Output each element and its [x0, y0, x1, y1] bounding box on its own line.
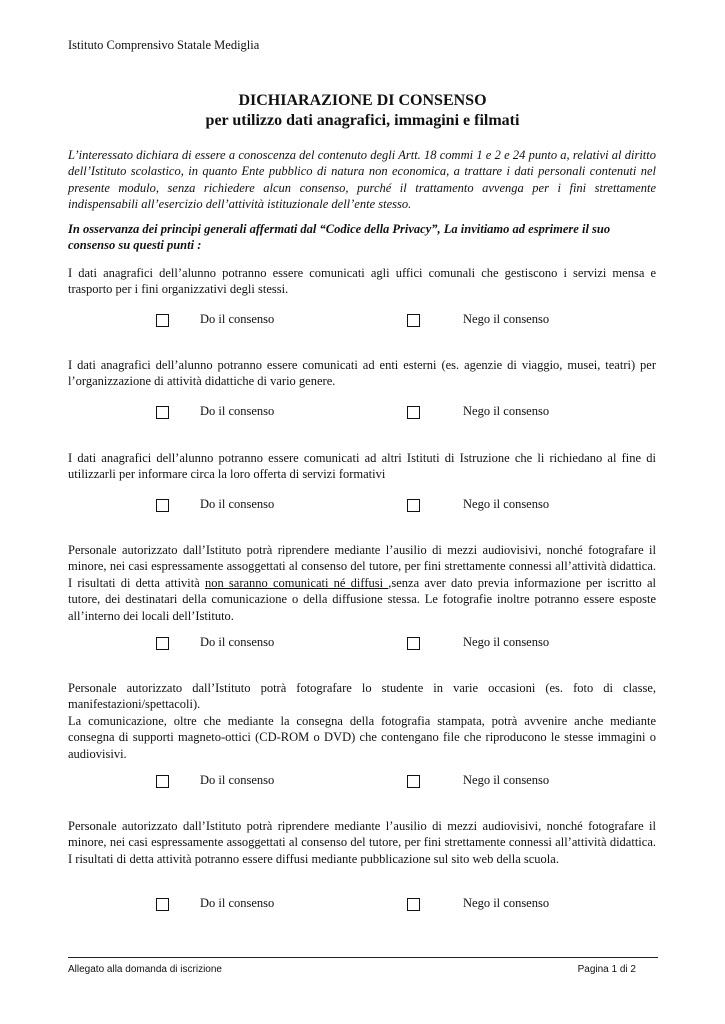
consent-section-3-text: I dati anagrafici dell’alunno potranno essere comunicati ad altri Istituti di Istruzione che li richiedano al fine di utilizzarli per informare circa la loro offerta di servizi formativi [68, 451, 656, 482]
consent-yes-label: Do il consenso [200, 404, 275, 418]
section-4-text-before: Personale autorizzato dall’Istituto potrà riprendere mediante l’ausilio di mezzi audiovisivi, nonché fotografare il minore, nei casi espressamente assoggettati al consenso del tutore, per fini strettamente connessi all’attività didattica. I risultati di detta attività [68, 543, 656, 590]
intro-paragraph: L’interessato dichiara di essere a conoscenza del contenuto degli Artt. 18 commi 1 e 2 e 24 punto a, relativi al diritto dell’Istituto scolastico, in quanto Ente pubblico di natura non economica, a trattare i dati personali contenuti nel presente modulo, senza richiedere alcun consenso, purché il trattamento avvenga per i fini strettamente indispensabili all’esercizio dell’attività istituzionale dell’ente stesso. [68, 148, 656, 212]
consent-yes-label: Do il consenso [200, 312, 275, 326]
consent-yes-label: Do il consenso [200, 773, 275, 787]
consent-no-checkbox[interactable] [407, 898, 420, 911]
consent-section-4-choices [0, 635, 725, 653]
section-4-text-underlined: non saranno comunicati né diffusi [204, 575, 389, 590]
consent-no-checkbox[interactable] [407, 775, 420, 788]
consent-section-4-text [68, 542, 656, 624]
footer-divider [68, 957, 658, 958]
consent-yes-checkbox[interactable] [156, 406, 169, 419]
section-4-text-after: ,senza aver dato previa informazione per iscritto al tutore, dei destinatari della comunicazione o della diffusione stessa. Le fotografie inoltre potranno essere esposte all’interno dei locali dell’Istituto. [68, 575, 657, 623]
consent-section-5-text [68, 680, 656, 762]
page-number: Pagina 1 di 2 [577, 964, 636, 975]
school-name: Istituto Comprensivo Statale Mediglia [68, 38, 260, 52]
consent-section-2-choices [0, 404, 725, 422]
consent-no-checkbox[interactable] [407, 499, 420, 512]
consent-section-6-choices [0, 896, 725, 914]
consent-yes-label: Do il consenso [200, 497, 275, 511]
consent-yes-checkbox[interactable] [156, 775, 169, 788]
consent-yes-label: Do il consenso [200, 635, 275, 649]
consent-section-5-choices [0, 773, 725, 791]
observance-paragraph: In osservanza dei principi generali affermati dal “Codice della Privacy”, La invitiamo ad esprimere il suo consenso su questi punti : [68, 222, 611, 253]
consent-no-checkbox[interactable] [407, 637, 420, 650]
document-subtitle: per utilizzo dati anagrafici, immagini e filmati [205, 112, 520, 129]
consent-no-label: Nego il consenso [463, 635, 550, 649]
consent-section-6-text: Personale autorizzato dall’Istituto potrà riprendere mediante l’ausilio di mezzi audiovisivi, nonché fotografare il minore, nei casi espressamente assoggettati al consenso del tutore, per fini strettamente connessi all’attività didattica. I risultati di detta attività potranno essere diffusi mediante pubblicazione sul sito web della scuola. [68, 819, 656, 866]
consent-no-label: Nego il consenso [463, 404, 550, 418]
consent-yes-checkbox[interactable] [156, 637, 169, 650]
consent-no-label: Nego il consenso [463, 773, 550, 787]
consent-no-checkbox[interactable] [407, 314, 420, 327]
consent-no-label: Nego il consenso [463, 896, 550, 910]
consent-section-1-text: I dati anagrafici dell’alunno potranno essere comunicati agli uffici comunali che gestiscono i servizi mensa e trasporto per i fini organizzativi degli stessi. [68, 266, 656, 297]
section-5-text-1: Personale autorizzato dall’Istituto potrà fotografare lo studente in varie occasioni (es. foto di classe, manifestazioni/spettacoli). [68, 681, 656, 712]
consent-yes-checkbox[interactable] [156, 898, 169, 911]
consent-section-2-text: I dati anagrafici dell’alunno potranno essere comunicati ad enti esterni (es. agenzie di viaggio, musei, teatri) per l’organizzazione di attività didattiche di vario genere. [68, 358, 656, 389]
document-title: DICHIARAZIONE DI CONSENSO [238, 92, 487, 109]
consent-section-3-choices [0, 497, 725, 515]
consent-no-label: Nego il consenso [463, 497, 550, 511]
consent-yes-label: Do il consenso [200, 896, 275, 910]
footer-note: Allegato alla domanda di iscrizione [68, 964, 222, 975]
consent-yes-checkbox[interactable] [156, 314, 169, 327]
consent-no-label: Nego il consenso [463, 312, 550, 326]
section-5-text-2: La comunicazione, oltre che mediante la consegna della fotografia stampata, potrà avvenire anche mediante consegna di supporti magneto-ottici (CD-ROM o DVD) che contengano file che riproducono le stesse immagini o audiovisivi. [68, 713, 656, 761]
consent-no-checkbox[interactable] [407, 406, 420, 419]
consent-yes-checkbox[interactable] [156, 499, 169, 512]
consent-section-1-choices [0, 312, 725, 330]
